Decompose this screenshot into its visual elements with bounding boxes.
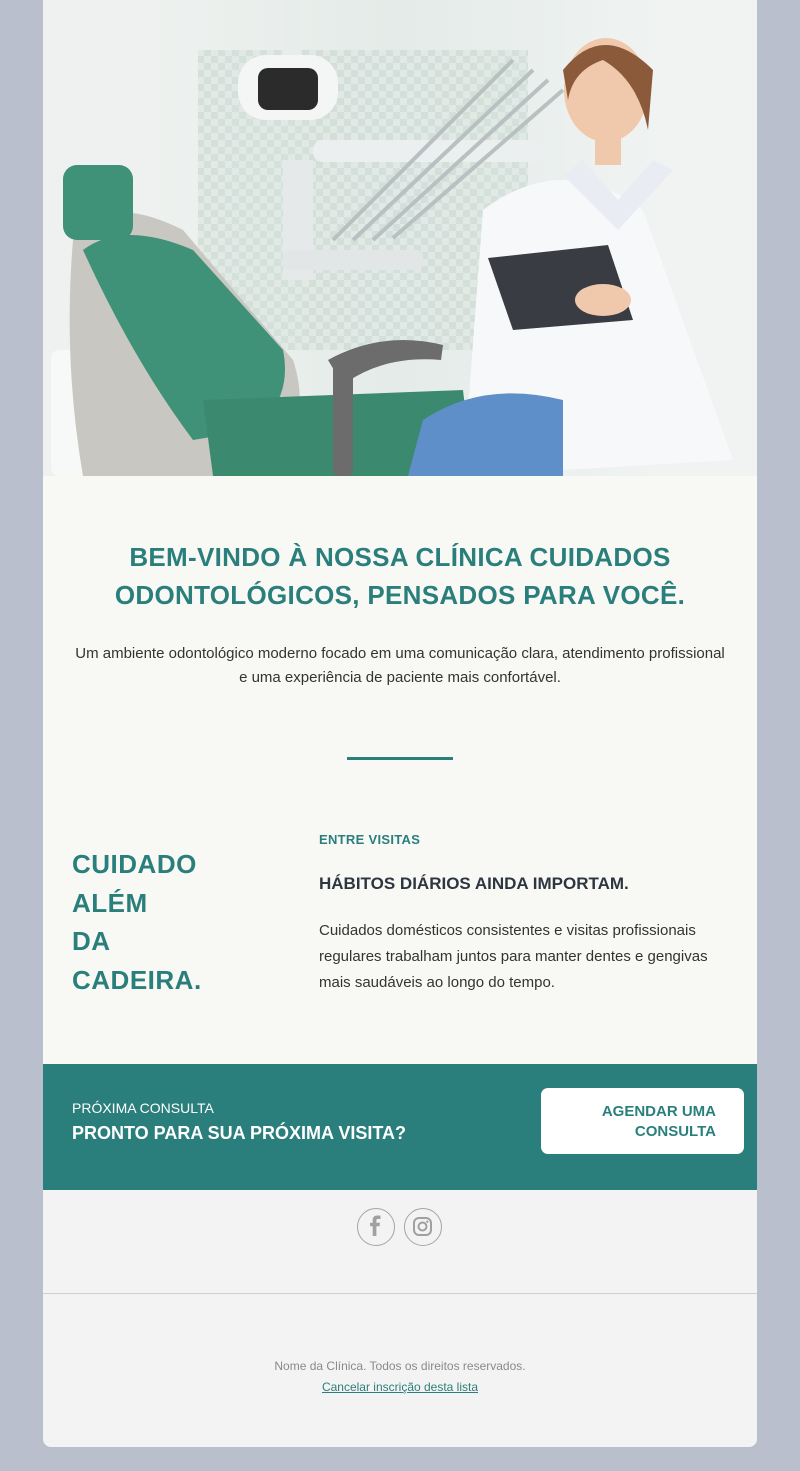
care-eyebrow: ENTRE VISITAS (319, 832, 421, 847)
welcome-section (43, 476, 757, 1065)
button-line: CONSULTA (634, 1123, 716, 1140)
care-title-line: ALÉM (72, 887, 148, 918)
care-heading: HÁBITOS DIÁRIOS AINDA IMPORTAM. (319, 874, 629, 893)
button-line: AGENDAR UMA (601, 1103, 716, 1120)
email-card (43, 0, 757, 1447)
care-title (72, 845, 272, 999)
schedule-appointment-button[interactable] (541, 1088, 744, 1154)
cta-question: PRONTO PARA SUA PRÓXIMA VISITA? (72, 1123, 407, 1143)
cta-band (43, 1064, 757, 1190)
cta-label: PRÓXIMA CONSULTA (72, 1100, 214, 1116)
copyright-text: Nome da Clínica. Todos os direitos reservados. (274, 1359, 526, 1373)
dentist-photo-illustration (43, 0, 757, 476)
care-title-line: CADEIRA. (72, 964, 202, 995)
care-title-line: CUIDADO (72, 849, 197, 879)
hero-image (43, 0, 757, 476)
footer-divider (43, 1293, 757, 1294)
facebook-icon[interactable] (357, 1208, 395, 1246)
welcome-lead: Um ambiente odontológico moderno focado em uma comunicação clara, atendimento profissional e uma experiência de paciente mais confortável. (75, 645, 725, 686)
unsubscribe-row (43, 1380, 757, 1394)
section-divider (347, 757, 453, 760)
unsubscribe-link[interactable]: Cancelar inscrição desta lista (321, 1380, 479, 1394)
welcome-title: BEM-VINDO À NOSSA CLÍNICA CUIDADOS ODONTOLÓGICOS, PENSADOS PARA VOCÊ. (114, 542, 686, 610)
care-title-line: DA (72, 926, 111, 956)
instagram-icon[interactable] (404, 1208, 442, 1246)
care-body: Cuidados domésticos consistentes e visitas profissionais regulares trabalham juntos para manter dentes e gengivas mais saudáveis ao longo do tempo. (319, 922, 708, 991)
